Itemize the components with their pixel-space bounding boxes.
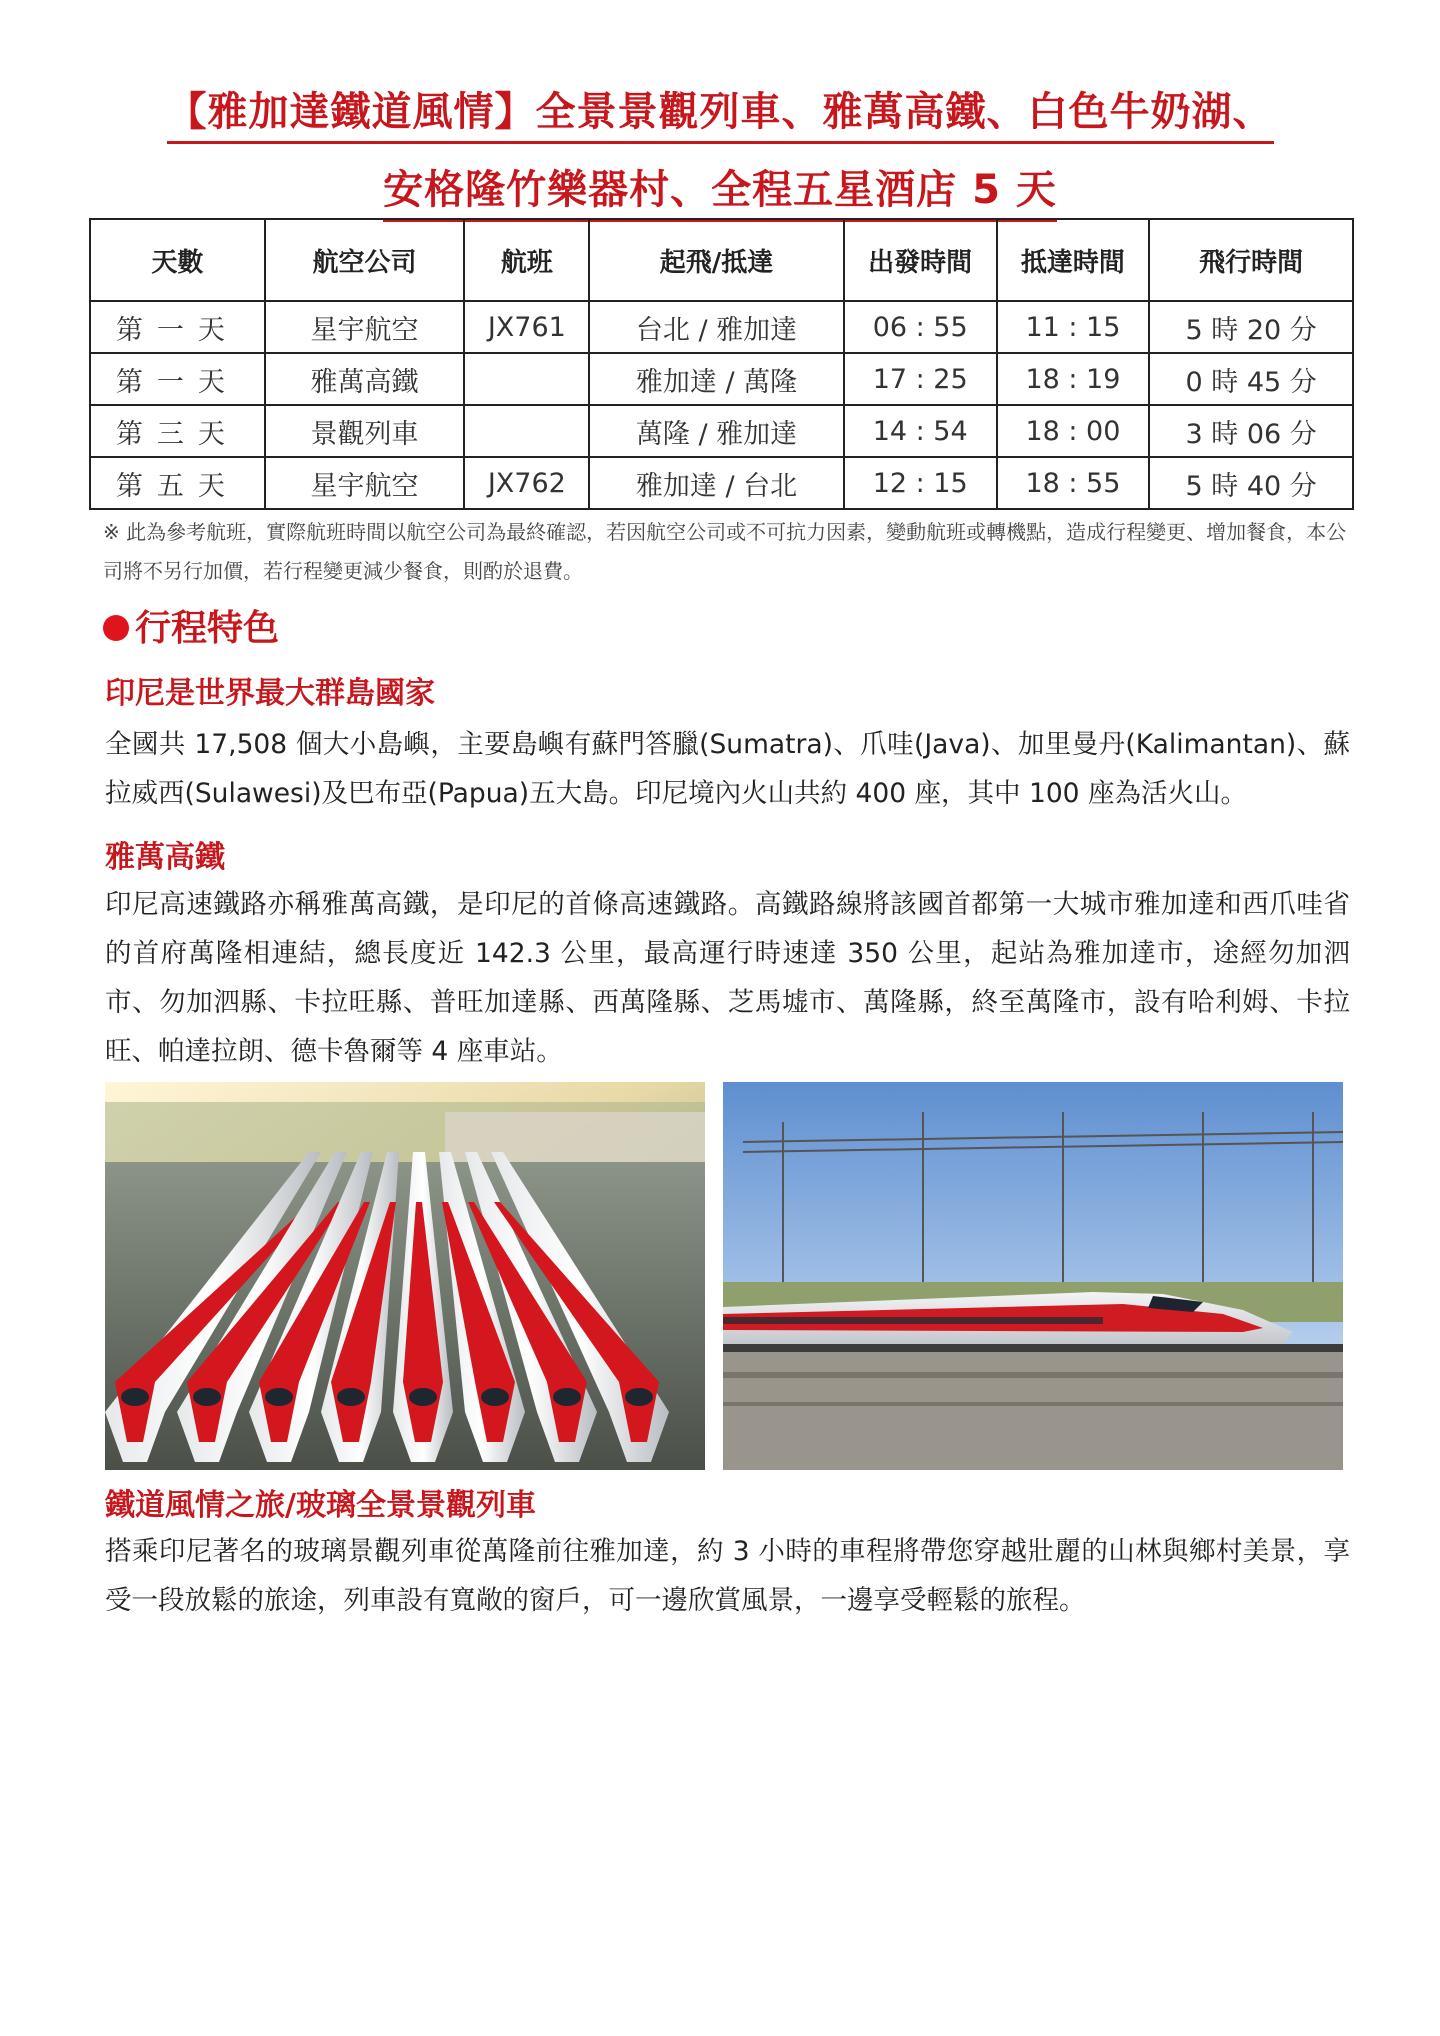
- table-row: [90, 457, 1353, 509]
- header-route: 起飛/抵達: [589, 219, 844, 301]
- cell-depart-time: 17 : 25: [844, 353, 997, 405]
- paragraph-glass-train: 搭乘印尼著名的玻璃景觀列車從萬隆前往雅加達，約 3 小時的車程將帶您穿越壯麗的山林與鄉村美景，享受一段放鬆的旅途，列車設有寬敞的窗戶，可一邊欣賞風景，一邊享受輕鬆的旅程。: [105, 1536, 1350, 1616]
- header-depart-time: 出發時間: [844, 219, 997, 301]
- cell-day: 第五天: [90, 457, 265, 509]
- header-airline: 航空公司: [265, 219, 465, 301]
- subheading-glass-train: 鐵道風情之旅/玻璃全景景觀列車: [105, 1488, 536, 1523]
- cell-duration: 5 時 20 分: [1149, 301, 1353, 353]
- cell-airline: 星宇航空: [265, 301, 465, 353]
- flight-schedule-table: [89, 218, 1354, 510]
- flight-disclaimer-note: ※ 此為參考航班，實際航班時間以航空公司為最終確認，若因航空公司或不可抗力因素，變動航班或轉機點，造成行程變更、增加餐食，本公司將不另行加價，若行程變更減少餐食，則酌於退費。: [103, 520, 1347, 583]
- cell-airline: 雅萬高鐵: [265, 353, 465, 405]
- cell-arrive-time: 18 : 55: [997, 457, 1150, 509]
- cell-duration: 3 時 06 分: [1149, 405, 1353, 457]
- paragraph-hsr: 印尼高速鐵路亦稱雅萬高鐵，是印尼的首條高速鐵路。高鐵路線將該國首都第一大城市雅加達和西爪哇省的首府萬隆相連結，總長度近 142.3 公里，最高運行時速達 350 公里，起站為雅加達市，途經勿加泗市、勿加泗縣、卡拉旺縣、普旺加達縣、西萬隆縣、芝馬墟市、萬隆縣，終至萬隆市，設有哈利姆、卡拉旺、帕達拉朗、德卡魯爾等 4 座車站。: [105, 889, 1350, 1067]
- cell-day: 第三天: [90, 405, 265, 457]
- bullet-dot-icon: [103, 615, 129, 641]
- paragraph-archipelago: 全國共 17,508 個大小島嶼，主要島嶼有蘇門答臘(Sumatra)、爪哇(Java)、加里曼丹(Kalimantan)、蘇拉威西(Sulawesi)及巴布亞(Papua)五大島。印尼境內火山共約 400 座，其中 100 座為活火山。: [105, 729, 1350, 809]
- section-heading: [103, 600, 279, 651]
- cell-depart-time: 12 : 15: [844, 457, 997, 509]
- cell-route: 萬隆 / 雅加達: [589, 405, 844, 457]
- cell-depart-time: 14 : 54: [844, 405, 997, 457]
- cell-airline: 景觀列車: [265, 405, 465, 457]
- cell-arrive-time: 11 : 15: [997, 301, 1150, 353]
- cell-flight-no: JX762: [464, 457, 589, 509]
- cell-flight-no: JX761: [464, 301, 589, 353]
- cell-route: 雅加達 / 台北: [589, 457, 844, 509]
- cell-flight-no: [464, 405, 589, 457]
- subheading-archipelago: 印尼是世界最大群島國家: [105, 676, 435, 711]
- cell-route: 雅加達 / 萬隆: [589, 353, 844, 405]
- cell-duration: 0 時 45 分: [1149, 353, 1353, 405]
- document-title-line-2: 安格隆竹樂器村、全程五星酒店 5 天: [0, 158, 1440, 222]
- header-arrive-time: 抵達時間: [997, 219, 1150, 301]
- photo-train-side-view: [723, 1082, 1343, 1470]
- cell-flight-no: [464, 353, 589, 405]
- cell-day: 第一天: [90, 353, 265, 405]
- table-row: [90, 301, 1353, 353]
- subheading-hsr: 雅萬高鐵: [105, 840, 225, 875]
- cell-arrive-time: 18 : 19: [997, 353, 1150, 405]
- cell-airline: 星宇航空: [265, 457, 465, 509]
- cell-route: 台北 / 雅加達: [589, 301, 844, 353]
- section-heading-label: 行程特色: [135, 608, 280, 649]
- cell-arrive-time: 18 : 00: [997, 405, 1150, 457]
- document-title-line-1: 【雅加達鐵道風情】全景景觀列車、雅萬高鐵、白色牛奶湖、: [0, 80, 1440, 144]
- cell-depart-time: 06 : 55: [844, 301, 997, 353]
- table-row: [90, 405, 1353, 457]
- photo-train-depot: [105, 1082, 705, 1470]
- table-header-row: [90, 219, 1353, 301]
- header-duration: 飛行時間: [1149, 219, 1353, 301]
- cell-day: 第一天: [90, 301, 265, 353]
- header-flight-no: 航班: [464, 219, 589, 301]
- table-row: [90, 353, 1353, 405]
- header-days: 天數: [90, 219, 265, 301]
- cell-duration: 5 時 40 分: [1149, 457, 1353, 509]
